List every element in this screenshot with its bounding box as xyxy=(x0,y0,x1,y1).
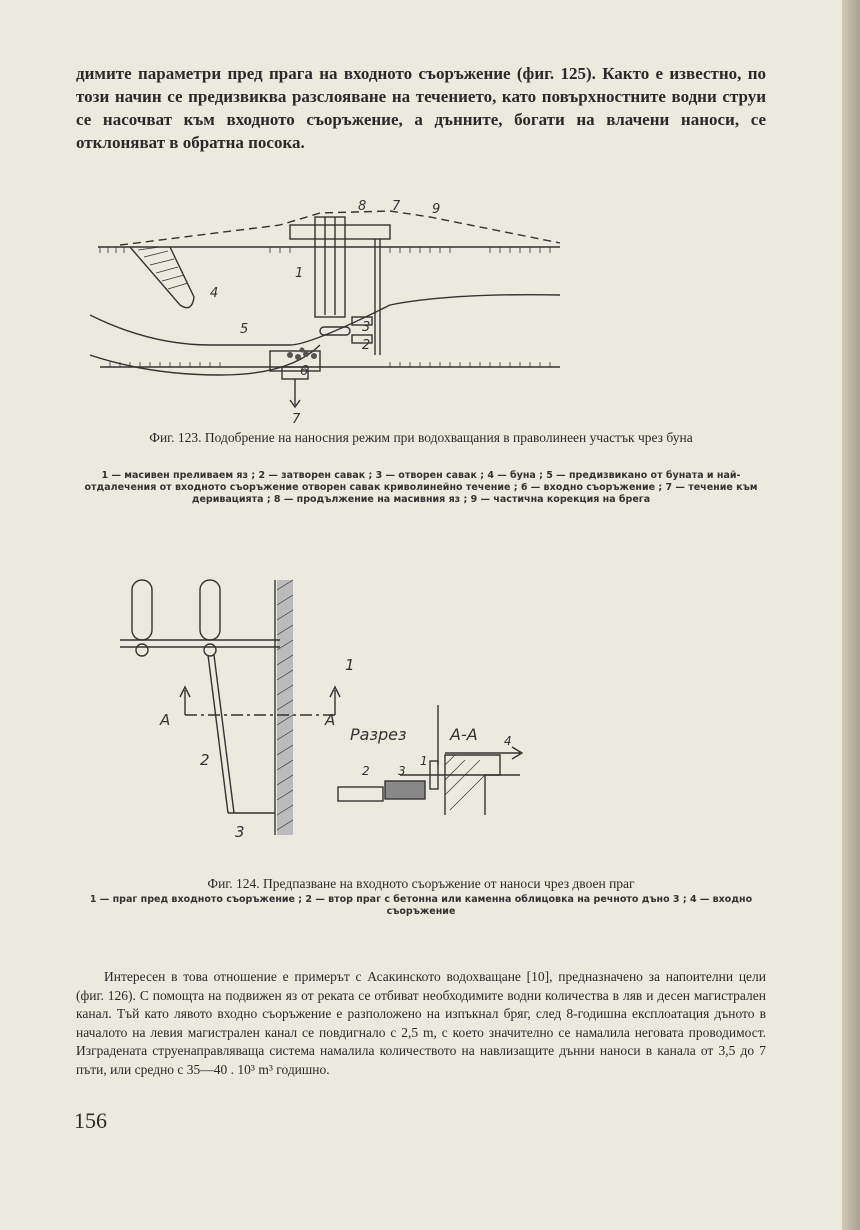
svg-text:5: 5 xyxy=(240,322,249,337)
fig124-label-2: 2 xyxy=(200,751,210,769)
svg-text:7: 7 xyxy=(392,199,401,214)
fig124-section-num-1: 1 xyxy=(420,754,428,768)
svg-text:9: 9 xyxy=(432,202,441,217)
svg-text:1: 1 xyxy=(295,266,304,281)
page-number: 156 xyxy=(74,1108,107,1133)
fig124-label-3: 3 xyxy=(235,823,245,841)
fig124-section-num-4: 4 xyxy=(504,734,512,748)
figure-123 xyxy=(90,195,570,430)
svg-text:2: 2 xyxy=(362,338,371,353)
svg-text:6: 6 xyxy=(300,364,309,379)
fig124-label-1: 1 xyxy=(345,656,355,674)
intro-paragraph: димите параметри пред прага на входното съоръжение (фиг. 125). Както е известно, по този начин се предизвиква разслояване на течението, като повърхностните водни струи се насочват към входното съоръжение, а дънните, богати на влачени наноси, се отклоняват в обратна посока. xyxy=(76,64,766,152)
svg-text:3: 3 xyxy=(362,320,371,335)
fig124-section-num-3: 3 xyxy=(398,764,406,778)
fig123-legend: 1 — масивен преливаем яз ; 2 — затворен савак ; 3 — отворен савак ; 4 — буна ; 5 — предизвикано от буната и най-отдалечения от входното съоръжение отворен савак криволинейно течение ; 6 — входно съоръжение ; 7 — течение към деривацията ; 8 — продължение на масивния яз ; 9 — частична корекция на брега xyxy=(84,470,758,505)
fig124-section-label: А-А xyxy=(450,725,478,744)
svg-text:8: 8 xyxy=(358,199,367,214)
fig124-caption: Фиг. 124. Предпазване на входното съоръжение от наноси чрез двоен праг xyxy=(207,876,635,891)
fig124-label-a-left: A xyxy=(160,711,171,729)
fig123-label-7: 7 xyxy=(292,412,301,427)
fig124-legend: 1 — праг пред входното съоръжение ; 2 — втор праг с бетонна или каменна облицовка на речното дъно 3 ; 4 — входно съоръжение xyxy=(89,894,753,917)
body-paragraph: Интересен в това отношение е примерът с Асакинското водохващане [10], предназначено за напоителни цели (фиг. 126). С помощта на подвижен яз от реката се отбиват необходимите водни количества в ляв и десен магистрален канал. Тъй като лявото входно съоръжение е разположено на изпъкнал бряг, след 8-годишна експлоатация дъното в началото на левия магистрален канал се повдигнало с 2,5 m, с което значително се намалила неговата проводимост. Изградената струенаправляваща система намалила количеството на навлизащите дънни наноси в канала от 3,5 до 7 пъти, или средно с 35—40 . 10³ m³ годишно. xyxy=(76,969,766,1077)
fig124-label-a-right: A xyxy=(325,711,336,729)
book-spine xyxy=(842,0,860,1230)
fig124-section-title: Разрез xyxy=(350,725,407,744)
fig124-section-num-2: 2 xyxy=(362,764,370,778)
figure-124 xyxy=(100,575,660,865)
svg-text:4: 4 xyxy=(210,286,219,301)
fig123-caption: Фиг. 123. Подобрение на наносния режим при водохващания в праволинеен участък чрез буна xyxy=(149,430,693,445)
